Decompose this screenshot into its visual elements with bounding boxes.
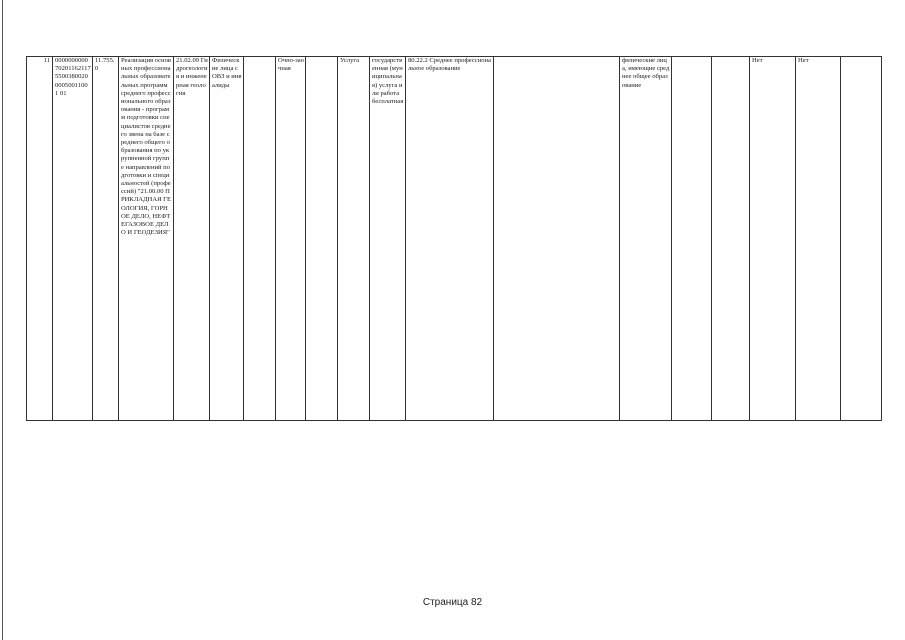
cell-service-name: Реализация основных профессиональных образовательных программ среднего профессионального образования - программ подготовки специалистов среднего звена на базе среднего общего образования по укрупненной группе направлений подготовки и специальностей (профессий) "21.00.00 ПРИКЛАДНАЯ ГЕОЛОГИЯ, ГОРНОЕ ДЕЛО, НЕФТЕГАЗОВОЕ ДЕЛО И ГЕОДЕЗИЯ" (118, 56, 173, 421)
table-bottom-border (26, 420, 882, 421)
cell-empty-6 (840, 56, 882, 421)
cell-code: 11.755.0 (92, 56, 118, 421)
page-left-edge (2, 0, 3, 640)
cell-specialty: 21.02.09 Гидрогеология и инженерная геология (173, 56, 209, 421)
cell-empty-1 (243, 56, 275, 421)
cell-registry-code: 000000000070201162117550038002000050011001 01 (52, 56, 92, 421)
cell-kind: государственная (муниципальная) услуга или работа бесплатная (369, 56, 405, 421)
page-number: Страница 82 (422, 597, 483, 608)
cell-empty-3 (493, 56, 619, 421)
cell-flag-2: Нет (795, 56, 840, 421)
cell-category: Физические лица с ОВЗ и инвалиды (209, 56, 243, 421)
cell-empty-5 (711, 56, 749, 421)
cell-empty-2 (305, 56, 337, 421)
cell-type: Услуга (337, 56, 369, 421)
table-right-border (881, 56, 882, 421)
cell-okved: 80.22.2 Среднее профессиональное образование (405, 56, 493, 421)
cell-empty-4 (671, 56, 711, 421)
cell-study-form: Очно-заочная (275, 56, 305, 421)
cell-consumers: физические лица, имеющие среднее общее образование (619, 56, 671, 421)
registry-table-row (26, 56, 882, 421)
cell-flag-1: Нет (749, 56, 795, 421)
cell-row-number: 11 (26, 56, 52, 421)
